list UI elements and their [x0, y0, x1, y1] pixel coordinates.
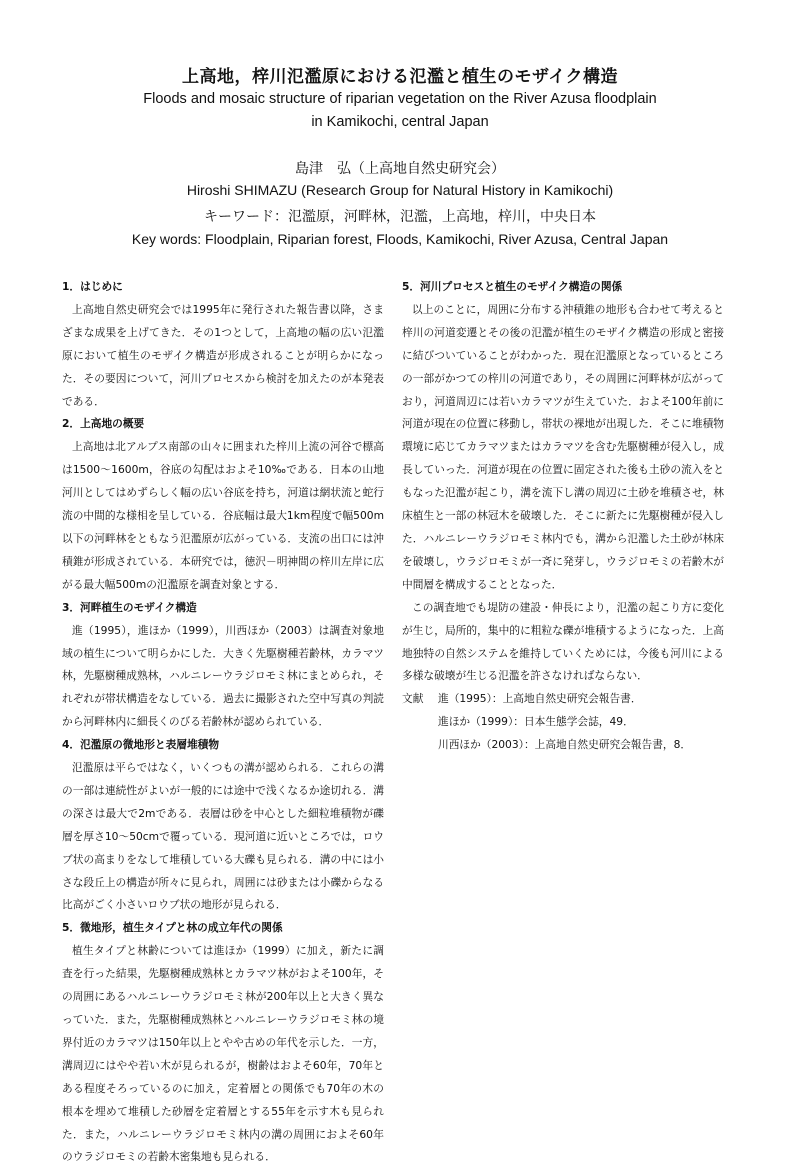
reference-text: 進ほか（1999）：日本生態学会誌，49． — [438, 715, 634, 729]
section-heading-4: 4．氾濫原の微地形と表層堆積物 — [62, 738, 220, 752]
section-heading-2: 2．上高地の概要 — [62, 417, 145, 431]
title-english — [90, 88, 710, 134]
references-label: 文献 — [402, 692, 424, 706]
section-paragraph-5: 植生タイプと林齢については進ほか（1999）に加え，新たに調査を行った結果，先駆樹種成熟林とカラマツ林がおよそ100年，その周囲にあるハルニレーウラジロモミ林が200年以上と大きく異なっていた．また，先駆樹種成熟林とハルニレーウラジロモミ林の境界付近のカラマツは150年以上とやや古めの年代を示した．一方，溝周辺にはやや若い木が見られるが，樹齢はおよそ60年，70年とある程度そろっているのに加え，定着層との関係でも70年の木の根本を埋めて堆積した砂層を定着層とする55年を示す木も見られた．また，ハルニレーウラジロモミ林内の溝の周囲におよそ60年のウラジロモミの若齢木密集地も見られる． — [62, 944, 384, 1164]
author-english: Hiroshi SHIMAZU (Research Group for Natural History in Kamikochi) — [186, 182, 614, 198]
section-heading-6: 5．河川プロセスと植生のモザイク構造の関係 — [402, 280, 623, 293]
section-heading-3: 3．河畔植生のモザイク構造 — [62, 600, 197, 614]
keywords-japanese: キーワード：氾濫原，河畔林，氾濫，上高地，梓川，中央日本 — [204, 209, 596, 225]
section-paragraph-3: 進（1995），進ほか（1999），川西ほか（2003）は調査対象地域の植生について明らかにした．大きく先駆樹種若齢林，カラマツ林，先駆樹種成熟林，ハルニレーウラジロモミ林にまとめられ，それぞれが帯状構造をなしている．過去に撮影された空中写真の判読から河畔林内に細長くのびる若齢林が認められている． — [62, 623, 384, 729]
section-heading-5: 5．微地形，植生タイプと林の成立年代の関係 — [62, 921, 283, 935]
reference-item — [402, 688, 724, 711]
title-japanese: 上高地，梓川氾濫原における氾濫と植生のモザイク構造 — [182, 67, 618, 87]
section-paragraph-7: この調査地でも堤防の建設・伸長により，氾濫の起こり方に変化が生じ，局所的，集中的に粗粒な礫が堆積するようになった．上高地独特の自然システムを維持していくためには，今後も河川による多様な破壊が生じる氾濫を許さなければならない． — [402, 600, 724, 683]
reference-item — [402, 711, 724, 734]
left-column — [62, 276, 384, 1169]
section-paragraph-6: 以上のことに，周囲に分布する沖積錐の地形も合わせて考えると梓川の河道変遷とその後の氾濫が植生のモザイク構造の形成と密接に結びついていることがわかった．現在氾濫原となっているところの一部がかつての梓川の河道であり，その周囲に河畔林が広がっており，河道周辺には若いカラマツが生えていた．およそ100年前に河道が現在の位置に移動し，帯状の裸地が出現した．そこに堆積物環境に応じてカラマツまたはカラマツを含む先駆樹種が侵入し，成長していった．河道が現在の位置に固定された後も土砂の流入をともなった氾濫が起こり，溝を流下し溝の周辺に土砂を堆積させ，林床植生と一部の林冠木を破壊した．そこに新たに先駆樹種が侵入した．ハルニレーウラジロモミ林内でも，溝から氾濫した土砂が林床を破壊し，ウラジロモミが一斉に発芽し，ウラジロモミの若齢木が中間層を構成することとなった． — [402, 302, 724, 591]
section-heading-1: 1．はじめに — [62, 280, 123, 293]
reference-text: 川西ほか（2003）：上高地自然史研究会報告書，8． — [438, 738, 692, 752]
section-paragraph-4: 氾濫原は平らではなく，いくつもの溝が認められる．これらの溝の一部は連続性がよいが一般的には途中で浅くなるか途切れる．溝の深さは最大で2mである．表層は砂を中心とした細粒堆積物が礫層を厚さ10～50cmで覆っている．現河道に近いところでは，ロウブ状の高まりをなして堆積している大礫も見られる．溝の中には小さな段丘上の構造が所々に見られ，周囲には砂または小礫からなる比高がごく小さいロウブ状の地形が見られる． — [62, 761, 384, 912]
references — [402, 688, 724, 757]
reference-item — [402, 734, 724, 757]
section-paragraph-1: 上高地自然史研究会では1995年に発行された報告書以降，さまざまな成果を上げてきた．その1つとして，上高地の幅の広い氾濫原において植生のモザイク構造が形成されることが明らかになった．その要因について，河川プロセスから検討を加えたのが本発表である． — [62, 302, 384, 408]
title-english-line1: Floods and mosaic structure of riparian vegetation on the River Azusa floodplain — [143, 91, 657, 107]
author-japanese: 島津 弘（上高地自然史研究会） — [295, 161, 505, 177]
right-column — [402, 276, 724, 757]
keywords-english: Key words: Floodplain, Riparian forest, Floods, Kamikochi, River Azusa, Central Japan — [131, 231, 669, 247]
reference-text: 進（1995）：上高地自然史研究会報告書． — [438, 692, 642, 706]
section-paragraph-2: 上高地は北アルプス南部の山々に囲まれた梓川上流の河谷で標高は1500～1600m，谷底の勾配はおよそ10‰である．日本の山地河川としてはめずらしく幅の広い谷底を持ち，河道は網状流と蛇行流の中間的な様相を呈している．谷底幅は最大1km程度で幅500m以下の河畔林をともなう氾濫原が広がっている．支流の出口には沖積錐が形成されている．本研究では，徳沢－明神間の梓川左岸に広がる最大幅500mの氾濫原を調査対象とする． — [62, 440, 384, 591]
title-english-line2: in Kamikochi, central Japan — [311, 114, 489, 130]
